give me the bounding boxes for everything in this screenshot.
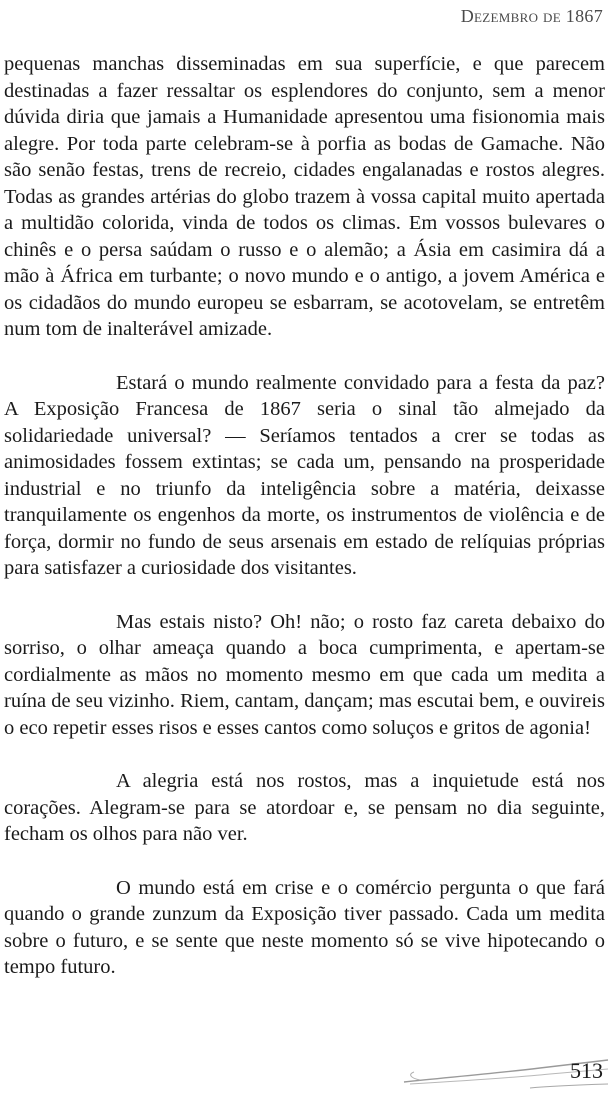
paragraph-gap (4, 741, 605, 768)
page-body (4, 51, 605, 981)
page-footer (400, 1048, 611, 1096)
paragraph-2: Estará o mundo realmente convidado para a festa da paz? A Exposição Francesa de 1867 seria o sinal tão almejado da solidariedade universal? — Seríamos tentados a crer se todas as animosidades fossem extintas; se cada um, pensando na prosperidade industrial e no triunfo da inteligência sobre a matéria, deixasse tranquilamente os engenhos da morte, os instrumentos de violência e de força, dormir no fundo de seus arsenais em estado de relíquias próprias para satisfazer a curiosidade dos visitantes. (4, 371, 605, 579)
paragraph-4: A alegria está nos rostos, mas a inquietude está nos corações. Alegram-se para se atordoar e, se pensam no dia seguinte, fecham os olhos para não ver. (4, 770, 605, 845)
paragraph-gap (4, 582, 605, 609)
paragraph-1: pequenas manchas disseminadas em sua superfície, e que parecem destinadas a fazer ressaltar os esplendores do conjunto, sem a menor dúvida diria que jamais a Humanidade apresentou uma fisionomia mais alegre. Por toda parte celebram-se à porfia as bodas de Gamache. Não são senão festas, trens de recreio, cidades engalanadas e rostos alegres. Todas as grandes artérias do globo trazem à vossa capital muito apertada a multidão colorida, vinda de todos os climas. Em vossos bulevares o chinês e o persa saúdam o russo e o alemão; a Ásia em casimira dá a mão à África em turbante; o novo mundo e o antigo, a jovem América e os cidadãos do mundo europeu se esbarram, se acotovelam, se entretêm num tom de inalterável amizade. (4, 53, 605, 340)
paragraph-gap (4, 848, 605, 875)
running-header: Dezembro de 1867 (460, 6, 603, 26)
page-number: 513 (570, 1058, 603, 1083)
paragraph-5: O mundo está em crise e o comércio pergunta o que fará quando o grande zunzum da Exposição tiver passado. Cada um medita sobre o futuro, e se sente que neste momento só se vive hipotecando o tempo futuro. (4, 876, 605, 978)
paragraph-gap (4, 343, 605, 370)
paragraph-3: Mas estais nisto? Oh! não; o rosto faz careta debaixo do sorriso, o olhar ameaça quando a boca cumprimenta, e apertam-se cordialmente as mãos no momento mesmo em que cada um medita a ruína de seu vizinho. Riem, cantam, dançam; mas escutai bem, e ouvireis o eco repetir esses risos e esses cantos como soluços e gritos de agonia! (4, 610, 605, 739)
